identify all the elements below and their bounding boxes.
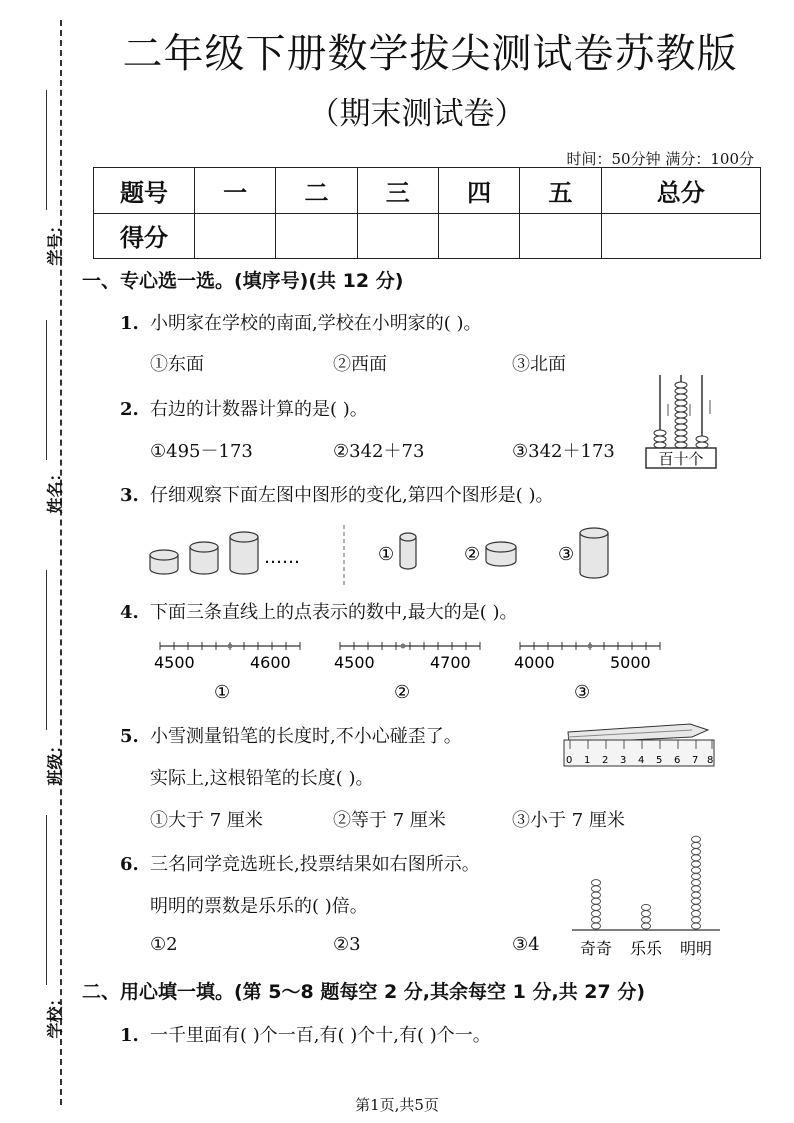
cell-part-1: 一 <box>195 168 276 214</box>
option-3[interactable]: ③北面 <box>512 354 566 375</box>
score-table <box>93 167 761 259</box>
question-text: 小明家在学校的南面,学校在小明家的( )。 <box>150 313 482 334</box>
question-1-6 <box>120 850 480 876</box>
cylinder-sequence-figure <box>140 525 640 587</box>
question-text: 三名同学竞选班长,投票结果如右图所示。 <box>150 854 480 875</box>
score-input[interactable] <box>601 213 760 259</box>
class-label: 班级： <box>45 737 65 786</box>
vote-bead <box>592 911 601 917</box>
page-subtitle: （期末测试卷） <box>308 96 526 132</box>
question-number: 1. <box>120 313 139 334</box>
option-3[interactable]: ③342＋173 <box>512 441 615 462</box>
line-1-start: 4500 <box>154 653 195 672</box>
question-number: 4. <box>120 602 139 623</box>
question-number: 1. <box>120 1025 139 1046</box>
vote-bead <box>692 898 701 904</box>
question-number: 5. <box>120 726 139 747</box>
field-line <box>46 815 47 985</box>
question-text: 仔细观察下面左图中图形的变化,第四个图形是( )。 <box>150 485 554 506</box>
question-2-1 <box>120 1021 491 1047</box>
time-score-info: 时间：50分钟 满分：100分 <box>566 150 754 168</box>
option-2[interactable]: ②等于 7 厘米 <box>333 810 446 831</box>
question-number: 3. <box>120 485 139 506</box>
field-line <box>46 320 47 460</box>
vote-bead <box>692 855 701 861</box>
name-mingming: 明明 <box>679 939 713 958</box>
section-1-heading: 一、专心选一选。(填序号)(共 12 分) <box>82 270 404 292</box>
line-2-end: 4700 <box>430 653 471 672</box>
cell-total: 总分 <box>601 168 760 214</box>
name-qiqi: 奇奇 <box>579 939 613 958</box>
question-text: 一千里面有( )个一百,有( )个十,有( )个一。 <box>150 1025 491 1046</box>
student-number-label: 学号： <box>45 217 65 266</box>
vote-bead <box>692 917 701 923</box>
vote-bead <box>642 923 651 929</box>
vote-bead <box>692 873 701 879</box>
cell-score-label: 得分 <box>94 213 195 259</box>
option-1[interactable]: ①495－173 <box>150 441 253 462</box>
vote-bead <box>692 867 701 873</box>
option-3[interactable]: ③小于 7 厘米 <box>512 810 625 831</box>
vote-bead <box>592 880 601 886</box>
score-input[interactable] <box>357 213 438 259</box>
line-2-start: 4500 <box>334 653 375 672</box>
q3-option-2-label[interactable]: ② <box>464 544 481 565</box>
name-label: 姓名： <box>45 465 65 514</box>
ruler-tick-label: 5 <box>656 755 663 766</box>
vote-bead <box>692 880 701 886</box>
section-2-heading: 二、用心填一填。(第 5～8 题每空 2 分,其余每空 1 分,共 27 分) <box>82 981 646 1003</box>
point-2 <box>401 644 406 649</box>
vote-bead <box>692 886 701 892</box>
option-3-shape <box>580 533 608 578</box>
vote-bead <box>692 861 701 867</box>
field-line <box>46 570 47 730</box>
vote-bead <box>642 904 651 910</box>
ruler-tick-label: 2 <box>602 755 609 766</box>
score-input[interactable] <box>438 213 519 259</box>
vote-bead <box>692 892 701 898</box>
ruler-tick-label: 4 <box>638 755 645 766</box>
ruler-tick-label: 6 <box>674 755 681 766</box>
votes-mingming <box>692 836 701 929</box>
ruler-tick-label: 0 <box>566 755 573 766</box>
option-1[interactable]: ①2 <box>150 934 178 955</box>
votes-lele <box>642 904 651 929</box>
page-title: 二年级下册数学拔尖测试卷苏教版 <box>122 31 738 77</box>
question-text: 右边的计数器计算的是( )。 <box>150 399 368 420</box>
number-lines-figure <box>150 636 670 706</box>
question-1-3 <box>120 481 554 507</box>
vote-tally-figure <box>566 834 726 962</box>
line-3-start: 4000 <box>514 653 555 672</box>
vote-bead <box>592 904 601 910</box>
page-footer: 第1页,共5页 <box>355 1096 439 1114</box>
abacus-illustration <box>640 370 722 470</box>
binding-dashed-line <box>60 20 62 1105</box>
vote-bead <box>592 923 601 929</box>
question-1-6-line2: 明明的票数是乐乐的( )倍。 <box>150 896 368 917</box>
score-table-score-row <box>94 213 761 259</box>
vote-bead <box>592 886 601 892</box>
vote-bead <box>592 898 601 904</box>
option-2[interactable]: ②西面 <box>333 354 387 375</box>
vote-bead <box>692 849 701 855</box>
vote-bead <box>592 892 601 898</box>
vote-bead <box>642 917 651 923</box>
option-1-shape <box>400 537 416 569</box>
vote-bead <box>692 836 701 842</box>
ruler-pencil-figure <box>562 718 722 772</box>
point-1 <box>228 644 233 649</box>
option-1[interactable]: ①大于 7 厘米 <box>150 810 263 831</box>
class-field[interactable] <box>20 570 65 790</box>
line-1-label[interactable]: ① <box>214 682 231 703</box>
cell-part-5: 五 <box>520 168 601 214</box>
cell-question-number: 题号 <box>94 168 195 214</box>
cell-part-2: 二 <box>276 168 357 214</box>
ruler-tick-label: 8 <box>707 755 714 766</box>
option-3[interactable]: ③4 <box>512 934 540 955</box>
score-input[interactable] <box>195 213 276 259</box>
score-input[interactable] <box>520 213 601 259</box>
point-3 <box>588 644 593 649</box>
question-1-5 <box>120 722 462 748</box>
name-field[interactable] <box>20 320 65 520</box>
question-1-2 <box>120 395 368 421</box>
q3-option-3-label[interactable]: ③ <box>558 544 575 565</box>
line-3-end: 5000 <box>610 653 651 672</box>
continuation-dots: …… <box>264 547 300 568</box>
q3-option-1-label[interactable]: ① <box>378 544 395 565</box>
score-table-header-row <box>94 168 761 214</box>
vote-bead <box>592 917 601 923</box>
score-input[interactable] <box>276 213 357 259</box>
cell-part-4: 四 <box>438 168 519 214</box>
option-2[interactable]: ②3 <box>333 934 361 955</box>
vote-bead <box>642 911 651 917</box>
school-label: 学校： <box>45 990 65 1039</box>
vote-bead <box>692 911 701 917</box>
question-1-1 <box>120 309 482 335</box>
line-2-label[interactable]: ② <box>394 682 411 703</box>
school-field[interactable] <box>20 815 65 1045</box>
question-text: 下面三条直线上的点表示的数中,最大的是( )。 <box>150 602 518 623</box>
question-1-4 <box>120 598 518 624</box>
ruler-tick-label: 7 <box>692 755 699 766</box>
option-2[interactable]: ②342＋73 <box>333 441 425 462</box>
name-lele: 乐乐 <box>629 939 663 958</box>
ruler-tick-label: 1 <box>584 755 591 766</box>
abacus-label: 百十个 <box>658 450 704 468</box>
line-3-label[interactable]: ③ <box>574 682 591 703</box>
question-1-5-line2: 实际上,这根铅笔的长度( )。 <box>150 768 374 789</box>
vote-bead <box>692 904 701 910</box>
line-1-end: 4600 <box>250 653 291 672</box>
question-number: 6. <box>120 854 139 875</box>
ruler-tick-label: 3 <box>620 755 627 766</box>
votes-qiqi <box>592 880 601 929</box>
vote-bead <box>692 923 701 929</box>
option-1[interactable]: ①东面 <box>150 354 204 375</box>
cell-part-3: 三 <box>357 168 438 214</box>
question-text: 小雪测量铅笔的长度时,不小心碰歪了。 <box>150 726 462 747</box>
question-number: 2. <box>120 399 139 420</box>
vote-bead <box>692 842 701 848</box>
